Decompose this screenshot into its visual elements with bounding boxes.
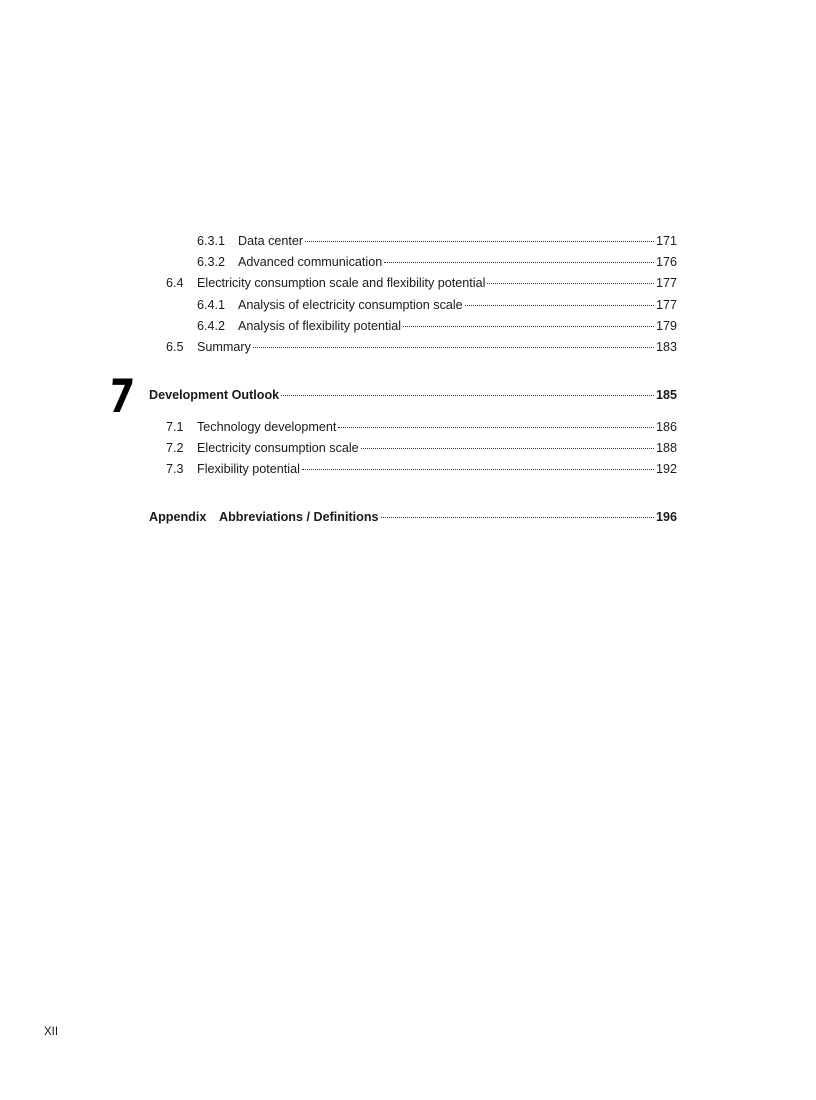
toc-entry-number: 7.1	[166, 420, 184, 434]
toc-entry-title: Electricity consumption scale	[197, 441, 359, 455]
dot-leader	[361, 448, 654, 449]
dot-leader	[403, 326, 654, 327]
toc-entry-7-3[interactable]	[166, 461, 677, 477]
toc-entry-6-5[interactable]	[166, 339, 677, 355]
toc-entry-6-4-1[interactable]	[197, 297, 677, 313]
toc-entry-page: 179	[655, 319, 677, 333]
dot-leader	[338, 427, 654, 428]
toc-entry-title: Analysis of electricity consumption scale	[238, 298, 463, 312]
toc-appendix-label: Appendix	[149, 510, 207, 524]
toc-entry-page: 188	[655, 441, 677, 455]
toc-entry-7-2[interactable]	[166, 440, 677, 456]
dot-leader	[253, 347, 654, 348]
toc-chapter-title: Development Outlook	[149, 388, 280, 402]
toc-entry-6-3-2[interactable]	[197, 254, 677, 270]
dot-leader	[465, 305, 654, 306]
toc-entry-title: Electricity consumption scale and flexibility potential	[197, 276, 486, 290]
toc-entry-page: 177	[655, 298, 677, 312]
toc-entry-title: Analysis of flexibility potential	[238, 319, 402, 333]
toc-appendix-title: Abbreviations / Definitions	[219, 510, 379, 524]
toc-entry-number: 6.4	[166, 276, 184, 290]
toc-entry-number: 6.3.1	[197, 234, 226, 248]
dot-leader	[281, 395, 654, 396]
toc-entry-number: 6.4.2	[197, 319, 226, 333]
dot-leader	[302, 469, 654, 470]
toc-appendix[interactable]	[149, 509, 677, 525]
toc-entry-number: 7.2	[166, 441, 184, 455]
toc-entry-page: 183	[655, 340, 677, 354]
toc-entry-page: 177	[655, 276, 677, 290]
chapter-number-7: 7	[106, 369, 137, 423]
toc-entry-number: 6.3.2	[197, 255, 226, 269]
dot-leader	[384, 262, 654, 263]
toc-entry-number: 6.5	[166, 340, 184, 354]
toc-entry-6-4-2[interactable]	[197, 318, 677, 334]
toc-entry-page: 176	[655, 255, 677, 269]
dot-leader	[305, 241, 654, 242]
page-folio: XII	[44, 1026, 59, 1038]
toc-entry-title: Summary	[197, 340, 251, 354]
toc-entry-title: Data center	[238, 234, 304, 248]
toc-entry-number: 6.4.1	[197, 298, 226, 312]
toc-entry-title: Technology development	[197, 420, 337, 434]
toc-chapter-page: 185	[655, 388, 677, 402]
dot-leader	[381, 517, 654, 518]
toc-entry-title: Advanced communication	[238, 255, 383, 269]
toc-entry-7-1[interactable]	[166, 419, 677, 435]
toc-entry-page: 186	[655, 420, 677, 434]
toc-entry-6-4[interactable]	[166, 275, 677, 291]
toc-entry-6-3-1[interactable]	[197, 233, 677, 249]
toc-entry-page: 192	[655, 462, 677, 476]
dot-leader	[487, 283, 654, 284]
toc-chapter-7[interactable]	[149, 387, 677, 403]
toc-entry-title: Flexibility potential	[197, 462, 300, 476]
toc-appendix-page: 196	[655, 510, 677, 524]
toc-entry-number: 7.3	[166, 462, 184, 476]
toc-entry-page: 171	[655, 234, 677, 248]
